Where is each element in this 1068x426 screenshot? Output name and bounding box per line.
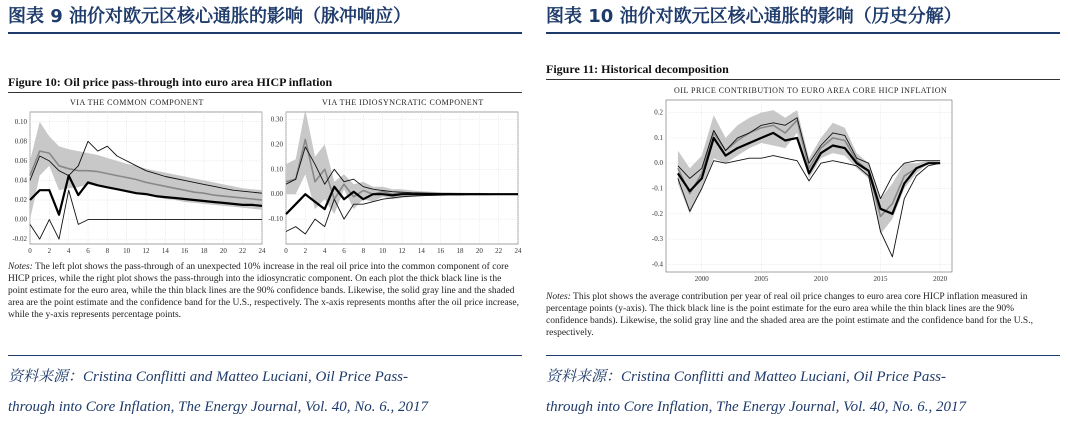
figure-11-notes <box>546 291 1058 339</box>
x-tick-label: 2 <box>47 247 52 255</box>
y-tick-label: -0.02 <box>12 235 27 244</box>
figure-11-title: Figure 11: Historical decomposition <box>546 62 729 76</box>
x-tick-label: 0 <box>28 247 32 255</box>
x-tick-label: 22 <box>495 247 503 255</box>
y-tick-label: -0.3 <box>651 235 663 244</box>
x-tick-label: 24 <box>514 247 522 255</box>
y-tick-label: 0.02 <box>14 196 27 204</box>
chart-common-component <box>8 106 266 258</box>
notes-label: Notes: <box>8 262 33 272</box>
panel-caption-idiosyncratic: VIA THE IDIOSYNCRATIC COMPONENT <box>322 98 484 107</box>
x-tick-label: 24 <box>258 247 266 255</box>
source-line-1: 资料来源：Cristina Conflitti and Matteo Luciani, Oil Price Pass- <box>8 369 408 385</box>
y-tick-label: 0.10 <box>270 165 283 174</box>
notes-text: The left plot shows the pass-through of an unexpected 10% increase in the real oil price into the common component of core HICP prices, while the right plot shows the pass-through into the idiosyncratic component. On each plot the thick black line is the point estimate for the euro area, while the thin black lines are the 90% confidence bands. Likewise, the solid gray line and the shaded area are the point estimate and the confidence band for the U.S., respectively. The x-axis represents months after the oil price increase, while the y-axis represents percentage points. <box>8 262 519 320</box>
y-tick-label: 0.08 <box>14 137 27 146</box>
y-tick-label: 0.10 <box>14 117 27 126</box>
x-tick-label: 10 <box>123 247 131 255</box>
y-tick-label: -0.1 <box>651 184 663 193</box>
figure-10-notes <box>8 261 520 321</box>
x-tick-label: 10 <box>379 247 387 255</box>
x-tick-label: 8 <box>105 247 110 255</box>
x-tick-label: 16 <box>181 247 189 255</box>
y-tick-label: 0.06 <box>14 156 27 165</box>
x-tick-label: 12 <box>398 247 406 255</box>
notes-text: This plot shows the average contribution per year of real oil price changes to euro area core HICP inflation measured in percentage points (y-axis). The thick black line is the point estimate for the euro area while the thin black lines are the 90% confidence bands). Likewise, the solid gray line and the shaded area are the point estimate and the confidence band for the U.S., respectively. <box>546 292 1033 338</box>
notes-label: Notes: <box>546 292 571 302</box>
x-tick-label: 8 <box>361 247 366 255</box>
source-separator <box>546 355 1060 356</box>
source-separator <box>8 355 522 356</box>
x-tick-label: 6 <box>342 247 346 255</box>
x-tick-label: 18 <box>456 247 464 255</box>
y-tick-label: -0.10 <box>268 215 283 224</box>
y-tick-label: 0.20 <box>270 140 283 149</box>
y-tick-label: 0.0 <box>654 159 663 168</box>
x-tick-label: 14 <box>417 247 425 255</box>
x-tick-label: 12 <box>142 247 150 255</box>
panel-caption-historical: OIL PRICE CONTRIBUTION TO EURO AREA CORE HICP INFLATION <box>674 86 948 95</box>
source-line-2: through into Core Inflation, The Energy Journal, Vol. 40, No. 6., 2017 <box>546 399 966 415</box>
x-tick-label: 2020 <box>933 275 948 283</box>
x-tick-label: 2005 <box>754 275 769 283</box>
x-tick-label: 2010 <box>813 275 828 283</box>
x-tick-label: 2 <box>303 247 308 255</box>
x-tick-label: 2000 <box>694 275 709 283</box>
chart-idiosyncratic-component <box>264 106 522 258</box>
y-tick-label: 0.00 <box>270 190 283 199</box>
x-tick-label: 4 <box>66 247 71 255</box>
y-tick-label: 0.2 <box>654 108 663 117</box>
x-tick-label: 2015 <box>873 275 888 283</box>
figure-9-header: 图表 9 油价对欧元区核心通胀的影响（脉冲响应） <box>8 0 522 34</box>
panel-caption-common: VIA THE COMMON COMPONENT <box>70 98 204 107</box>
y-tick-label: 0.30 <box>270 115 283 124</box>
y-tick-label: 0.00 <box>14 215 27 224</box>
x-tick-label: 20 <box>475 247 483 255</box>
x-tick-label: 6 <box>86 247 90 255</box>
y-tick-label: 0.1 <box>654 133 663 142</box>
left-figure-panel <box>8 0 522 415</box>
x-tick-label: 20 <box>219 247 227 255</box>
source-line-1: 资料来源：Cristina Conflitti and Matteo Luciani, Oil Price Pass- <box>546 369 946 385</box>
figure-title-rule <box>8 92 522 93</box>
x-tick-label: 4 <box>322 247 327 255</box>
y-tick-label: 0.04 <box>14 176 27 185</box>
x-tick-label: 14 <box>161 247 169 255</box>
x-tick-label: 0 <box>284 247 288 255</box>
source-line-2: through into Core Inflation, The Energy Journal, Vol. 40, No. 6., 2017 <box>8 399 428 415</box>
figure-10-title: Figure 10: Oil price pass-through into euro area HICP inflation <box>8 75 333 89</box>
x-tick-label: 18 <box>200 247 208 255</box>
chart-historical-decomposition <box>546 96 1060 286</box>
y-tick-label: -0.2 <box>651 209 663 218</box>
figure-10-header: 图表 10 油价对欧元区核心通胀的影响（历史分解） <box>546 0 1060 34</box>
figure-11-rule <box>546 79 1060 80</box>
x-tick-label: 22 <box>239 247 247 255</box>
x-tick-label: 16 <box>437 247 445 255</box>
y-tick-label: -0.4 <box>651 260 663 269</box>
plot-frame <box>666 100 952 272</box>
right-figure-panel <box>546 0 1060 415</box>
